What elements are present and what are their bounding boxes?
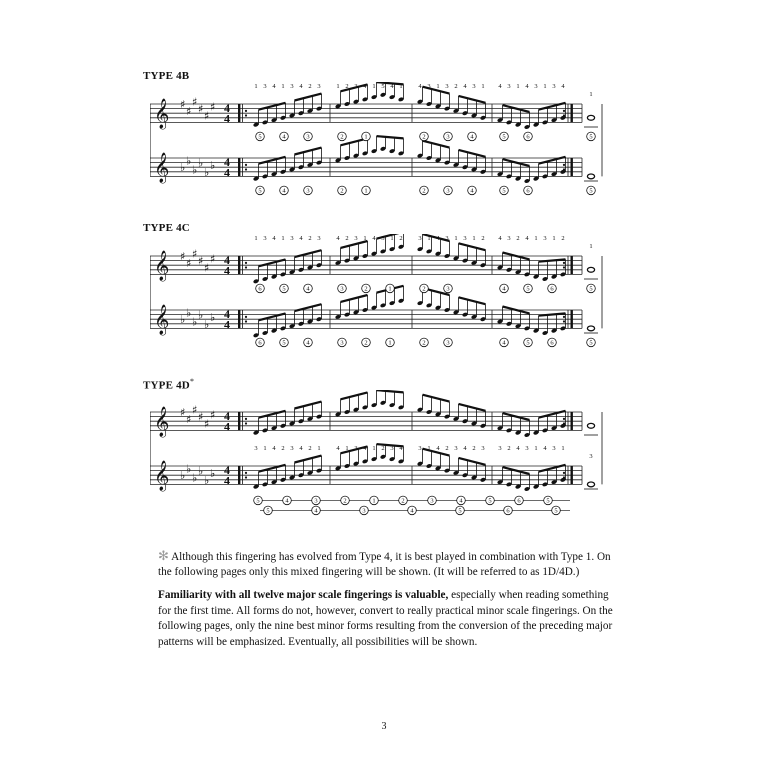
flat-sign: ♭ bbox=[192, 163, 198, 177]
system-type-4d bbox=[150, 390, 620, 530]
position-circle-label: 2 bbox=[422, 285, 426, 293]
flat-sign: ♭ bbox=[198, 308, 204, 322]
sharp-sign: ♯ bbox=[192, 403, 198, 417]
repeat-dot bbox=[563, 266, 565, 268]
system-type-4c bbox=[150, 234, 620, 364]
finger-number: 1 bbox=[454, 235, 458, 242]
flat-sign: ♭ bbox=[210, 158, 216, 172]
bass-measure-4-beam bbox=[539, 313, 566, 315]
finger-number: 3 bbox=[427, 83, 431, 90]
position-circle-label: 4 bbox=[282, 133, 286, 141]
treble-measure-2-beam bbox=[377, 390, 404, 392]
footnote bbox=[158, 548, 623, 580]
position-circle-label: 3 bbox=[430, 497, 434, 505]
thick-barline bbox=[571, 256, 573, 274]
position-circle-label: 3 bbox=[306, 187, 310, 195]
finger-number: 4 bbox=[372, 235, 376, 242]
position-circle-label: 6 bbox=[258, 339, 262, 347]
finger-number: 4 bbox=[299, 445, 303, 452]
time-signature-bass-bottom: 4 bbox=[224, 165, 230, 180]
position-circle-label: 1 bbox=[364, 133, 368, 141]
finger-number: 4 bbox=[561, 83, 565, 90]
finger-number: 1 bbox=[534, 445, 538, 452]
finger-number: 2 bbox=[308, 83, 312, 90]
finger-number: 4 bbox=[436, 235, 440, 242]
repeat-dot bbox=[245, 110, 247, 112]
finger-number: 3 bbox=[454, 445, 458, 452]
finger-number: 1 bbox=[254, 83, 258, 90]
finger-number: 3 bbox=[263, 83, 267, 90]
finger-number: 1 bbox=[390, 235, 394, 242]
finger-number: 4 bbox=[336, 445, 340, 452]
finger-number: 4 bbox=[363, 445, 367, 452]
treble-clef-icon: 𝄞 bbox=[154, 305, 170, 335]
repeat-dot bbox=[563, 320, 565, 322]
finger-number: 1 bbox=[534, 235, 538, 242]
position-circle-label: 3 bbox=[340, 285, 344, 293]
system-type-4b bbox=[150, 82, 620, 212]
finger-number: 1 bbox=[561, 445, 565, 452]
sharp-sign: ♯ bbox=[198, 102, 204, 116]
flat-sign: ♭ bbox=[180, 313, 186, 327]
sharp-sign: ♯ bbox=[192, 247, 198, 261]
finger-number: 4 bbox=[498, 83, 502, 90]
finger-number: 3 bbox=[317, 235, 321, 242]
finger-number: 4 bbox=[272, 83, 276, 90]
position-circle-label: 2 bbox=[401, 497, 405, 505]
finger-number: 1 bbox=[436, 83, 440, 90]
treble-clef-icon: 𝄞 bbox=[154, 407, 170, 437]
position-circle-label: 3 bbox=[446, 339, 450, 347]
position-circle-label: 2 bbox=[343, 497, 347, 505]
final-whole-note bbox=[587, 174, 594, 179]
thick-barline bbox=[571, 104, 573, 122]
time-signature-bass-top: 4 bbox=[224, 155, 230, 170]
repeat-dot bbox=[245, 262, 247, 264]
finger-number: 1 bbox=[427, 235, 431, 242]
bass-measure-3-beam bbox=[459, 150, 486, 157]
position-circle-label: 6 bbox=[517, 497, 521, 505]
position-circle-label: 3 bbox=[446, 133, 450, 141]
finger-number: 3 bbox=[445, 235, 449, 242]
sharp-sign: ♯ bbox=[198, 410, 204, 424]
position-circle-label: 5 bbox=[502, 133, 506, 141]
flat-sign: ♭ bbox=[204, 473, 210, 487]
finger-number: 3 bbox=[507, 83, 511, 90]
position-circle-label: 5 bbox=[589, 285, 593, 293]
thick-barline bbox=[571, 412, 573, 430]
repeat-dot bbox=[245, 168, 247, 170]
time-signature-bass-bottom: 4 bbox=[224, 473, 230, 488]
sharp-sign: ♯ bbox=[204, 417, 210, 431]
position-circle-label: 6 bbox=[506, 507, 510, 515]
section-title-4c: TYPE 4C bbox=[143, 222, 190, 234]
finger-number: 1 bbox=[472, 235, 476, 242]
position-circle-label: 5 bbox=[589, 187, 593, 195]
finger-number: 4 bbox=[272, 445, 276, 452]
repeat-dot bbox=[245, 114, 247, 116]
repeat-dot bbox=[245, 422, 247, 424]
treble-measure-3-beam bbox=[459, 243, 486, 250]
position-circle-label: 3 bbox=[362, 507, 366, 515]
finger-number: 3 bbox=[445, 83, 449, 90]
finger-number: 3 bbox=[263, 235, 267, 242]
treble-measure-4-beam bbox=[539, 259, 566, 261]
finger-number: 4 bbox=[525, 83, 529, 90]
flat-sign: ♭ bbox=[204, 317, 210, 331]
position-circle-label: 2 bbox=[340, 187, 344, 195]
sharp-sign: ♯ bbox=[210, 252, 216, 266]
sharp-sign: ♯ bbox=[180, 98, 186, 111]
sharp-sign: ♯ bbox=[192, 95, 198, 109]
position-circle-label: 4 bbox=[502, 285, 506, 293]
thick-barline bbox=[571, 310, 573, 328]
finger-number: 3 bbox=[354, 83, 358, 90]
finger-number: 1 bbox=[516, 83, 520, 90]
position-circle-label: 2 bbox=[422, 133, 426, 141]
final-finger-number: 1 bbox=[589, 243, 593, 250]
position-circle-label: 6 bbox=[526, 133, 530, 141]
treble-measure-3-beam bbox=[423, 395, 450, 402]
thick-barline bbox=[238, 158, 240, 176]
repeat-dot bbox=[245, 476, 247, 478]
position-circle-label: 5 bbox=[589, 133, 593, 141]
final-finger-number: 1 bbox=[589, 91, 593, 98]
asterisk-icon: ✻ bbox=[158, 548, 169, 563]
finger-number: 2 bbox=[481, 235, 485, 242]
thick-barline bbox=[238, 412, 240, 430]
finger-number: 3 bbox=[418, 445, 422, 452]
position-circle-label: 5 bbox=[256, 497, 260, 505]
footnote-text: Although this fingering has evolved from Type 4, it is best played in combination with Type 1. On the following pages only this mixed fingering will be shown. (It will be referred to as 1D/4D.) bbox=[158, 551, 611, 578]
position-circle-label: 5 bbox=[282, 285, 286, 293]
finger-number: 1 bbox=[372, 83, 376, 90]
repeat-dot bbox=[563, 262, 565, 264]
final-whole-note bbox=[587, 423, 594, 428]
finger-number: 4 bbox=[436, 445, 440, 452]
position-circle-label: 4 bbox=[314, 507, 318, 515]
position-circle-label: 4 bbox=[470, 187, 474, 195]
finger-number: 4 bbox=[498, 235, 502, 242]
flat-sign: ♭ bbox=[198, 464, 204, 478]
repeat-dot bbox=[245, 266, 247, 268]
time-signature-treble-top: 4 bbox=[224, 253, 230, 268]
bass-measure-1-beam bbox=[295, 148, 322, 155]
position-circle-label: 5 bbox=[488, 497, 492, 505]
finger-number: 4 bbox=[543, 445, 547, 452]
finger-number: 3 bbox=[543, 235, 547, 242]
position-circle-label: 2 bbox=[422, 339, 426, 347]
repeat-dot bbox=[245, 164, 247, 166]
thick-barline bbox=[238, 104, 240, 122]
position-circle-label: 2 bbox=[422, 187, 426, 195]
finger-number: 3 bbox=[525, 445, 529, 452]
position-circle-label: 4 bbox=[306, 339, 310, 347]
finger-number: 4 bbox=[418, 83, 422, 90]
finger-number: 1 bbox=[317, 445, 321, 452]
final-whole-note bbox=[587, 482, 594, 487]
finger-number: 3 bbox=[463, 235, 467, 242]
repeat-dot bbox=[245, 320, 247, 322]
position-circle-label: 5 bbox=[258, 187, 262, 195]
finger-number: 3 bbox=[418, 235, 422, 242]
final-whole-note bbox=[587, 267, 594, 272]
finger-number: 1 bbox=[399, 83, 403, 90]
bass-measure-3-beam bbox=[459, 458, 486, 465]
position-circle-label: 3 bbox=[314, 497, 318, 505]
finger-number: 3 bbox=[317, 83, 321, 90]
finger-number: 4 bbox=[463, 445, 467, 452]
thick-barline bbox=[238, 256, 240, 274]
finger-number: 1 bbox=[254, 235, 258, 242]
final-whole-note bbox=[587, 326, 594, 331]
position-circle-label: 6 bbox=[550, 339, 554, 347]
time-signature-bass-top: 4 bbox=[224, 307, 230, 322]
finger-number: 4 bbox=[363, 83, 367, 90]
finger-number: 2 bbox=[445, 445, 449, 452]
position-circle-label: 3 bbox=[340, 339, 344, 347]
bass-measure-2-beam bbox=[377, 136, 404, 138]
finger-number: 2 bbox=[399, 235, 403, 242]
position-circle-label: 5 bbox=[266, 507, 270, 515]
sharp-sign: ♯ bbox=[186, 256, 192, 270]
finger-number: 1 bbox=[263, 445, 267, 452]
position-circle-label: 6 bbox=[550, 285, 554, 293]
explanation-paragraph bbox=[158, 588, 623, 650]
finger-number: 3 bbox=[552, 83, 556, 90]
thick-barline bbox=[571, 466, 573, 484]
treble-clef-icon: 𝄞 bbox=[154, 251, 170, 281]
finger-number: 3 bbox=[254, 445, 258, 452]
flat-sign: ♭ bbox=[192, 471, 198, 485]
position-circle-label: 5 bbox=[458, 507, 462, 515]
time-signature-treble-bottom: 4 bbox=[224, 263, 230, 278]
flat-sign: ♭ bbox=[186, 154, 192, 168]
flat-sign: ♭ bbox=[210, 310, 216, 324]
sharp-sign: ♯ bbox=[186, 412, 192, 426]
section-title-4b: TYPE 4B bbox=[143, 70, 190, 82]
time-signature-bass-bottom: 4 bbox=[224, 317, 230, 332]
finger-number: 1 bbox=[281, 235, 285, 242]
repeat-dot bbox=[245, 316, 247, 318]
position-circle-label: 5 bbox=[526, 339, 530, 347]
position-circle-label: 1 bbox=[364, 187, 368, 195]
flat-sign: ♭ bbox=[204, 165, 210, 179]
final-finger-number: 3 bbox=[589, 453, 593, 460]
position-circle-label: 1 bbox=[388, 339, 392, 347]
repeat-dot bbox=[563, 110, 565, 112]
finger-number: 2 bbox=[345, 83, 349, 90]
repeat-dot bbox=[563, 316, 565, 318]
flat-sign: ♭ bbox=[180, 469, 186, 483]
finger-number: 4 bbox=[525, 235, 529, 242]
position-circle-label: 4 bbox=[502, 339, 506, 347]
bass-measure-3-beam bbox=[459, 297, 486, 304]
sharp-sign: ♯ bbox=[198, 254, 204, 268]
sharp-sign: ♯ bbox=[180, 406, 186, 419]
position-circle-label: 4 bbox=[410, 507, 414, 515]
treble-measure-2-beam bbox=[341, 241, 368, 248]
position-circle-label: 2 bbox=[340, 133, 344, 141]
treble-clef-icon: 𝄞 bbox=[154, 153, 170, 183]
position-circle-label: 5 bbox=[526, 285, 530, 293]
position-circle-label: 2 bbox=[364, 285, 368, 293]
finger-number: 3 bbox=[354, 235, 358, 242]
position-circle-label: 4 bbox=[459, 497, 463, 505]
finger-number: 2 bbox=[281, 445, 285, 452]
thick-barline bbox=[571, 158, 573, 176]
bass-measure-1-beam bbox=[295, 456, 322, 463]
repeat-dot bbox=[563, 472, 565, 474]
finger-number: 4 bbox=[299, 83, 303, 90]
finger-number: 2 bbox=[454, 83, 458, 90]
paragraph-body: especially when reading something for the first time. All forms do not, however, convert to really practical minor scale fingerings. On the following pages, only the nine best minor forms resulting from the conversion of the preceding major patterns will be emphasized. Eventually, all possibilities will be shown. bbox=[158, 589, 613, 648]
treble-measure-2-beam bbox=[341, 392, 368, 399]
sharp-sign: ♯ bbox=[204, 109, 210, 123]
finger-number: 3 bbox=[498, 445, 502, 452]
sharp-sign: ♯ bbox=[210, 408, 216, 422]
position-circle-label: 4 bbox=[306, 285, 310, 293]
treble-measure-3-beam bbox=[459, 404, 486, 411]
position-circle-label: 5 bbox=[554, 507, 558, 515]
treble-clef-icon: 𝄞 bbox=[154, 99, 170, 129]
thick-barline bbox=[238, 310, 240, 328]
paragraph-lead: Familiarity with all twelve major scale fingerings is valuable, bbox=[158, 589, 449, 601]
finger-number: 1 bbox=[372, 445, 376, 452]
position-circle-label: 3 bbox=[306, 133, 310, 141]
page-number: 3 bbox=[381, 721, 387, 732]
finger-number: 3 bbox=[534, 83, 538, 90]
flat-sign: ♭ bbox=[192, 315, 198, 329]
time-signature-treble-bottom: 4 bbox=[224, 111, 230, 126]
sharp-sign: ♯ bbox=[204, 261, 210, 275]
time-signature-treble-top: 4 bbox=[224, 409, 230, 424]
position-circle-label: 5 bbox=[589, 339, 593, 347]
flat-sign: ♭ bbox=[210, 466, 216, 480]
sharp-sign: ♯ bbox=[186, 104, 192, 118]
position-circle-label: 2 bbox=[364, 339, 368, 347]
flat-sign: ♭ bbox=[198, 156, 204, 170]
finger-number: 5 bbox=[381, 83, 385, 90]
treble-measure-3-beam bbox=[459, 96, 486, 103]
finger-number: 3 bbox=[390, 445, 394, 452]
finger-number: 2 bbox=[308, 445, 312, 452]
finger-number: 3 bbox=[472, 83, 476, 90]
repeat-dot bbox=[245, 472, 247, 474]
position-circle-label: 4 bbox=[282, 187, 286, 195]
repeat-dot bbox=[245, 418, 247, 420]
finger-number: 2 bbox=[381, 445, 385, 452]
repeat-dot bbox=[563, 418, 565, 420]
treble-clef-icon: 𝄞 bbox=[154, 461, 170, 491]
finger-number: 3 bbox=[354, 445, 358, 452]
flat-sign: ♭ bbox=[186, 462, 192, 476]
treble-measure-1-beam bbox=[295, 402, 322, 409]
finger-number: 2 bbox=[516, 235, 520, 242]
finger-number: 2 bbox=[507, 445, 511, 452]
thick-barline bbox=[238, 466, 240, 484]
finger-number: 2 bbox=[345, 235, 349, 242]
bass-measure-3-beam bbox=[423, 141, 450, 148]
position-circle-label: 5 bbox=[282, 339, 286, 347]
finger-number: 1 bbox=[363, 235, 367, 242]
sharp-sign: ♯ bbox=[210, 100, 216, 114]
position-circle-label: 1 bbox=[388, 285, 392, 293]
position-circle-label: 4 bbox=[470, 133, 474, 141]
finger-number: 3 bbox=[290, 83, 294, 90]
finger-number: 1 bbox=[281, 83, 285, 90]
finger-number: 3 bbox=[552, 445, 556, 452]
finger-number: 4 bbox=[390, 83, 394, 90]
finger-number: 3 bbox=[290, 235, 294, 242]
finger-number: 4 bbox=[272, 235, 276, 242]
finger-number: 1 bbox=[336, 83, 340, 90]
finger-number: 3 bbox=[381, 235, 385, 242]
finger-number: 2 bbox=[472, 445, 476, 452]
repeat-dot bbox=[563, 164, 565, 166]
finger-number: 4 bbox=[463, 83, 467, 90]
position-circle-label: 3 bbox=[446, 285, 450, 293]
finger-number: 4 bbox=[516, 445, 520, 452]
position-circle-label: 1 bbox=[372, 497, 376, 505]
position-circle-label: 5 bbox=[502, 187, 506, 195]
finger-number: 1 bbox=[543, 83, 547, 90]
flat-sign: ♭ bbox=[180, 161, 186, 175]
flat-sign: ♭ bbox=[186, 306, 192, 320]
finger-number: 4 bbox=[399, 445, 403, 452]
sharp-sign: ♯ bbox=[180, 250, 186, 263]
bass-measure-2-beam bbox=[341, 295, 368, 302]
finger-number: 2 bbox=[561, 235, 565, 242]
finger-number: 4 bbox=[299, 235, 303, 242]
finger-number: 1 bbox=[345, 445, 349, 452]
treble-measure-1-beam bbox=[295, 94, 322, 101]
finger-number: 3 bbox=[290, 445, 294, 452]
position-circle-label: 5 bbox=[546, 497, 550, 505]
finger-number: 3 bbox=[481, 445, 485, 452]
position-circle-label: 6 bbox=[258, 285, 262, 293]
section-title-4d: TYPE 4D* bbox=[143, 377, 195, 392]
position-circle-label: 4 bbox=[285, 497, 289, 505]
finger-number: 4 bbox=[336, 235, 340, 242]
finger-number: 2 bbox=[308, 235, 312, 242]
position-circle-label: 3 bbox=[446, 187, 450, 195]
time-signature-treble-top: 4 bbox=[224, 101, 230, 116]
position-circle-label: 6 bbox=[526, 187, 530, 195]
time-signature-treble-bottom: 4 bbox=[224, 419, 230, 434]
time-signature-bass-top: 4 bbox=[224, 463, 230, 478]
finger-number: 3 bbox=[507, 235, 511, 242]
final-whole-note bbox=[587, 115, 594, 120]
finger-number: 1 bbox=[481, 83, 485, 90]
position-circle-label: 5 bbox=[258, 133, 262, 141]
finger-number: 1 bbox=[552, 235, 556, 242]
finger-number: 1 bbox=[427, 445, 431, 452]
